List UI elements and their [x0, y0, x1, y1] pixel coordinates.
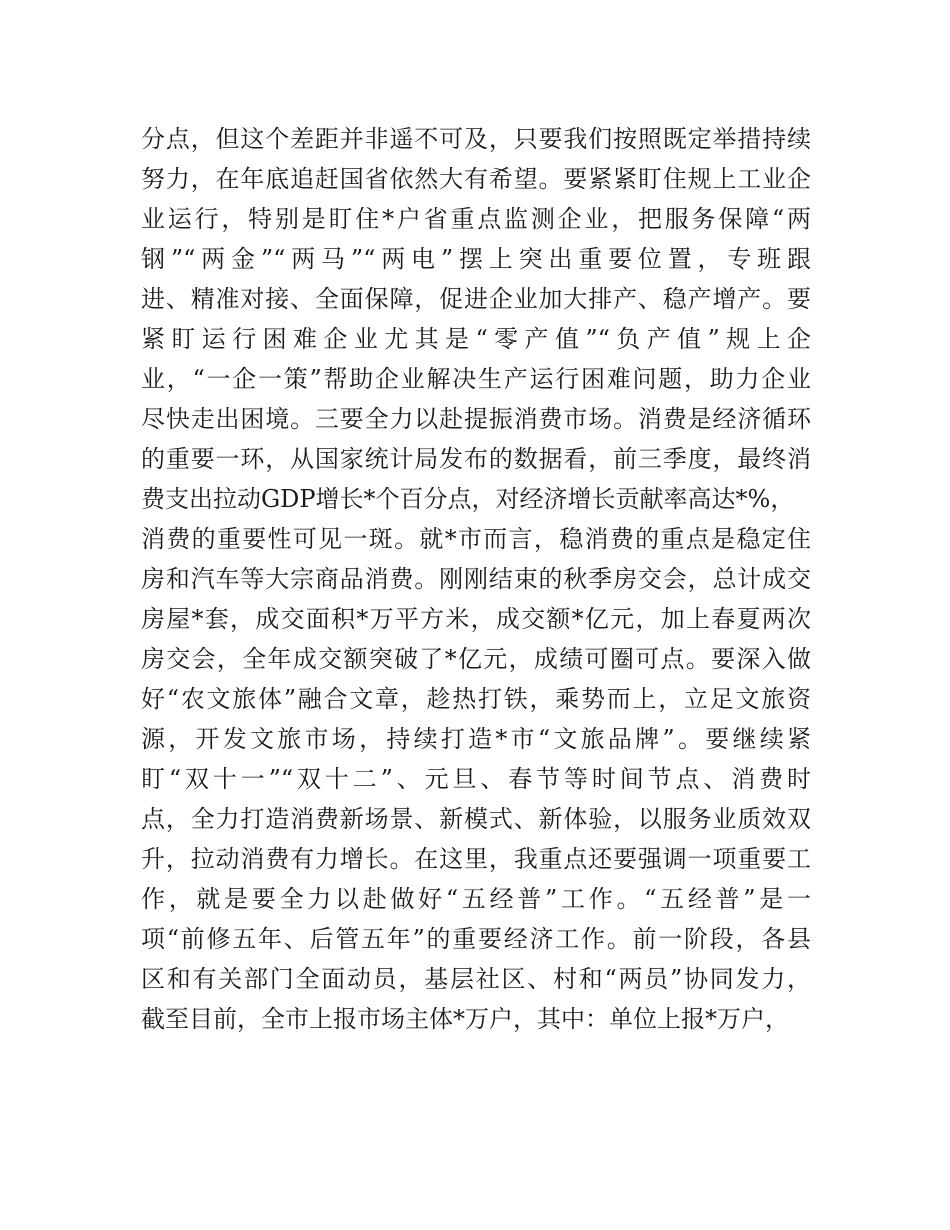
- text-line: 努力，在年底追赶国省依然大有希望。要紧紧盯住规上工业企: [141, 165, 811, 193]
- body-text: [141, 119, 811, 1039]
- text-line: 房屋*套，成交面积*万平方米，成交额*亿元，加上春夏两次: [141, 605, 811, 633]
- text-line: 盯“双十一”“双十二”、元旦、春节等时间节点、消费时: [141, 765, 811, 793]
- text-line: 尽快走出困境。三要全力以赴提振消费市场。消费是经济循环: [141, 405, 811, 433]
- text-line: 作，就是要全力以赴做好“五经普”工作。“五经普”是一: [141, 885, 811, 913]
- text-line: 业，“一企一策”帮助企业解决生产运行困难问题，助力企业: [141, 365, 811, 393]
- text-line: 分点，但这个差距并非遥不可及，只要我们按照既定举措持续: [141, 125, 811, 153]
- text-line: 点，全力打造消费新场景、新模式、新体验，以服务业质效双: [141, 805, 811, 833]
- text-line: 费支出拉动GDP增长*个百分点，对经济增长贡献率高达*%，: [141, 485, 795, 513]
- text-line: 项“前修五年、后管五年”的重要经济工作。前一阶段，各县: [141, 925, 811, 953]
- text-line: 源，开发文旅市场，持续打造*市“文旅品牌”。要继续紧: [141, 725, 811, 753]
- text-line: 截至目前，全市上报市场主体*万户，其中：单位上报*万户，: [141, 1005, 789, 1033]
- text-line: 的重要一环，从国家统计局发布的数据看，前三季度，最终消: [141, 445, 811, 473]
- text-line: 好“农文旅体”融合文章，趁热打铁，乘势而上，立足文旅资: [141, 685, 811, 713]
- text-line: 消费的重要性可见一斑。就*市而言，稳消费的重点是稳定住: [141, 525, 811, 553]
- text-line: 业运行，特别是盯住*户省重点监测企业，把服务保障“两: [141, 205, 811, 233]
- text-line: 升，拉动消费有力增长。在这里，我重点还要强调一项重要工: [141, 845, 811, 873]
- text-line: 区和有关部门全面动员，基层社区、村和“两员”协同发力，: [141, 965, 811, 993]
- text-line: 紧盯运行困难企业尤其是“零产值”“负产值”规上企: [141, 325, 811, 353]
- text-line: 房和汽车等大宗商品消费。刚刚结束的秋季房交会，总计成交: [141, 565, 811, 593]
- text-line: 钢”“两金”“两马”“两电”摆上突出重要位置，专班跟: [141, 245, 811, 273]
- text-line: 房交会，全年成交额突破了*亿元，成绩可圈可点。要深入做: [141, 645, 811, 673]
- text-line: 进、精准对接、全面保障，促进企业加大排产、稳产增产。要: [141, 285, 811, 313]
